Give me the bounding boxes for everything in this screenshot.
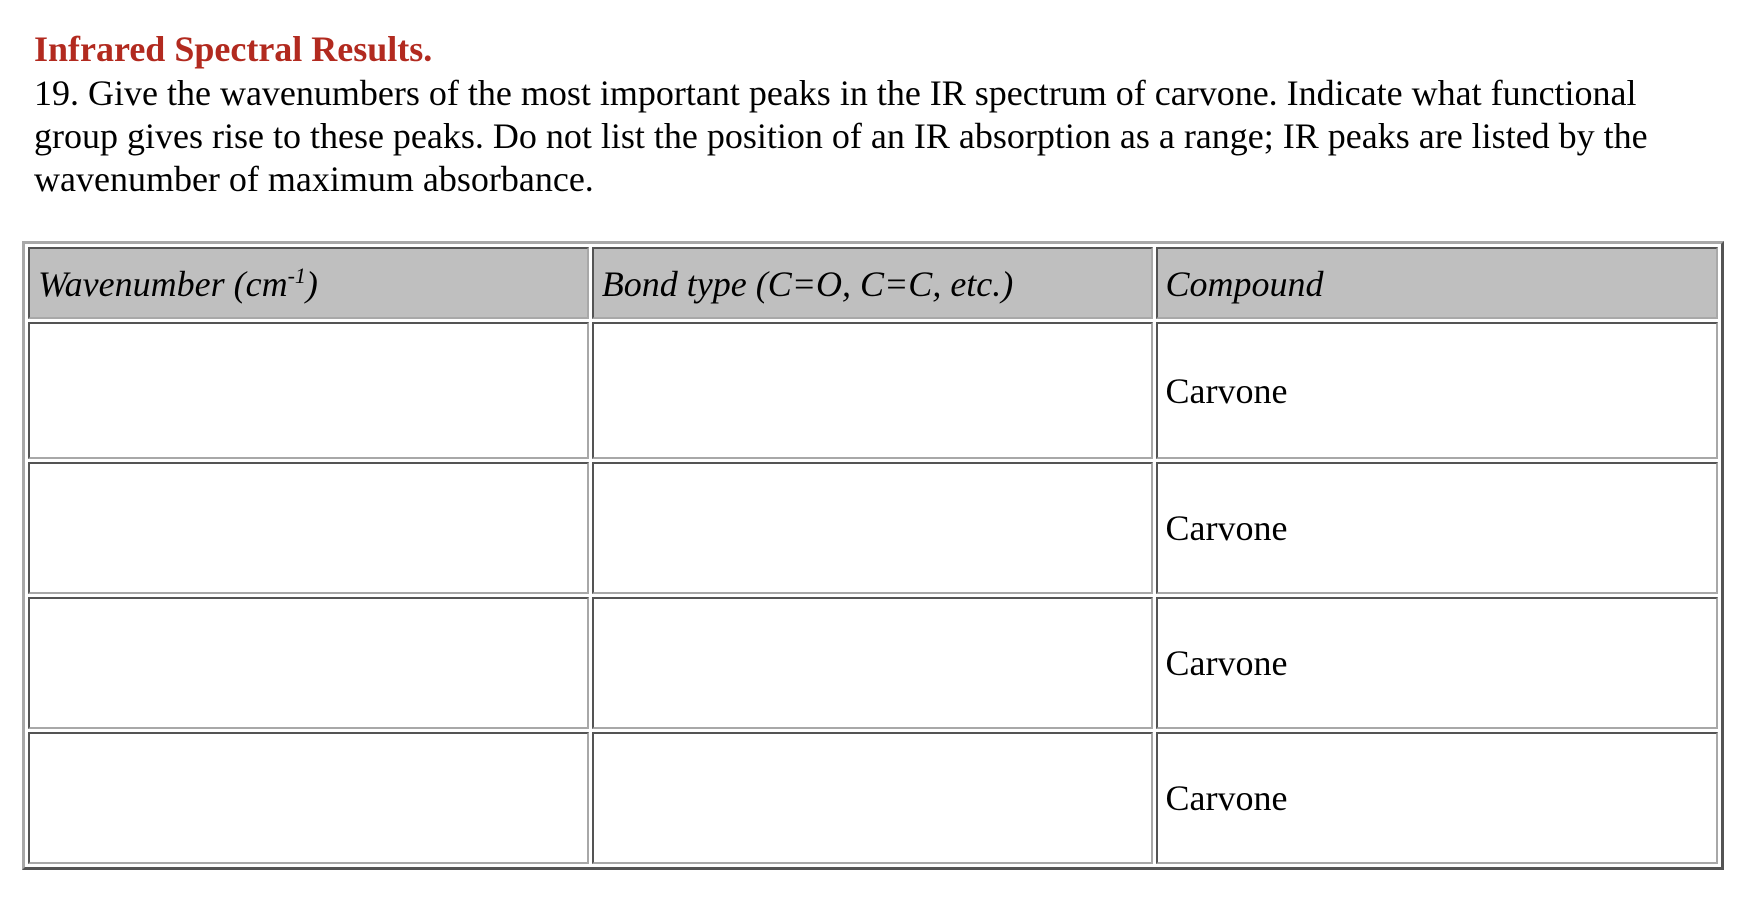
compound-cell: Carvone bbox=[1156, 462, 1718, 594]
wavenumber-cell[interactable] bbox=[28, 462, 589, 594]
wavenumber-cell[interactable] bbox=[28, 732, 589, 864]
table-row bbox=[28, 732, 1718, 864]
bond-type-cell[interactable] bbox=[592, 597, 1153, 729]
bond-type-cell[interactable] bbox=[592, 322, 1153, 459]
header-wavenumber bbox=[28, 247, 589, 319]
answer-table bbox=[22, 241, 1724, 870]
bond-type-cell[interactable] bbox=[592, 732, 1153, 864]
table-row bbox=[28, 462, 1718, 594]
table-row bbox=[28, 597, 1718, 729]
table-header-row bbox=[28, 247, 1718, 319]
header-wavenumber-exponent: -1 bbox=[287, 263, 306, 288]
header-bond-type: Bond type (C=O, C=C, etc.) bbox=[592, 247, 1153, 319]
section-heading: Infrared Spectral Results. bbox=[34, 29, 433, 69]
compound-cell: Carvone bbox=[1156, 597, 1718, 729]
header-compound: Compound bbox=[1156, 247, 1718, 319]
wavenumber-cell[interactable] bbox=[28, 597, 589, 729]
bond-type-cell[interactable] bbox=[592, 462, 1153, 594]
header-wavenumber-label: Wavenumber (cm bbox=[38, 264, 288, 304]
question-text: 19. Give the wavenumbers of the most important peaks in the IR spectrum of carvone. Indicate what functional group gives rise to these peaks. Do not list the position of an IR absorption as a range; IR peaks are listed by the wavenumber of maximum absorbance. bbox=[34, 73, 1648, 199]
compound-cell: Carvone bbox=[1156, 322, 1718, 459]
compound-cell: Carvone bbox=[1156, 732, 1718, 864]
table-row bbox=[28, 322, 1718, 459]
header-wavenumber-close: ) bbox=[305, 264, 318, 304]
wavenumber-cell[interactable] bbox=[28, 322, 589, 459]
